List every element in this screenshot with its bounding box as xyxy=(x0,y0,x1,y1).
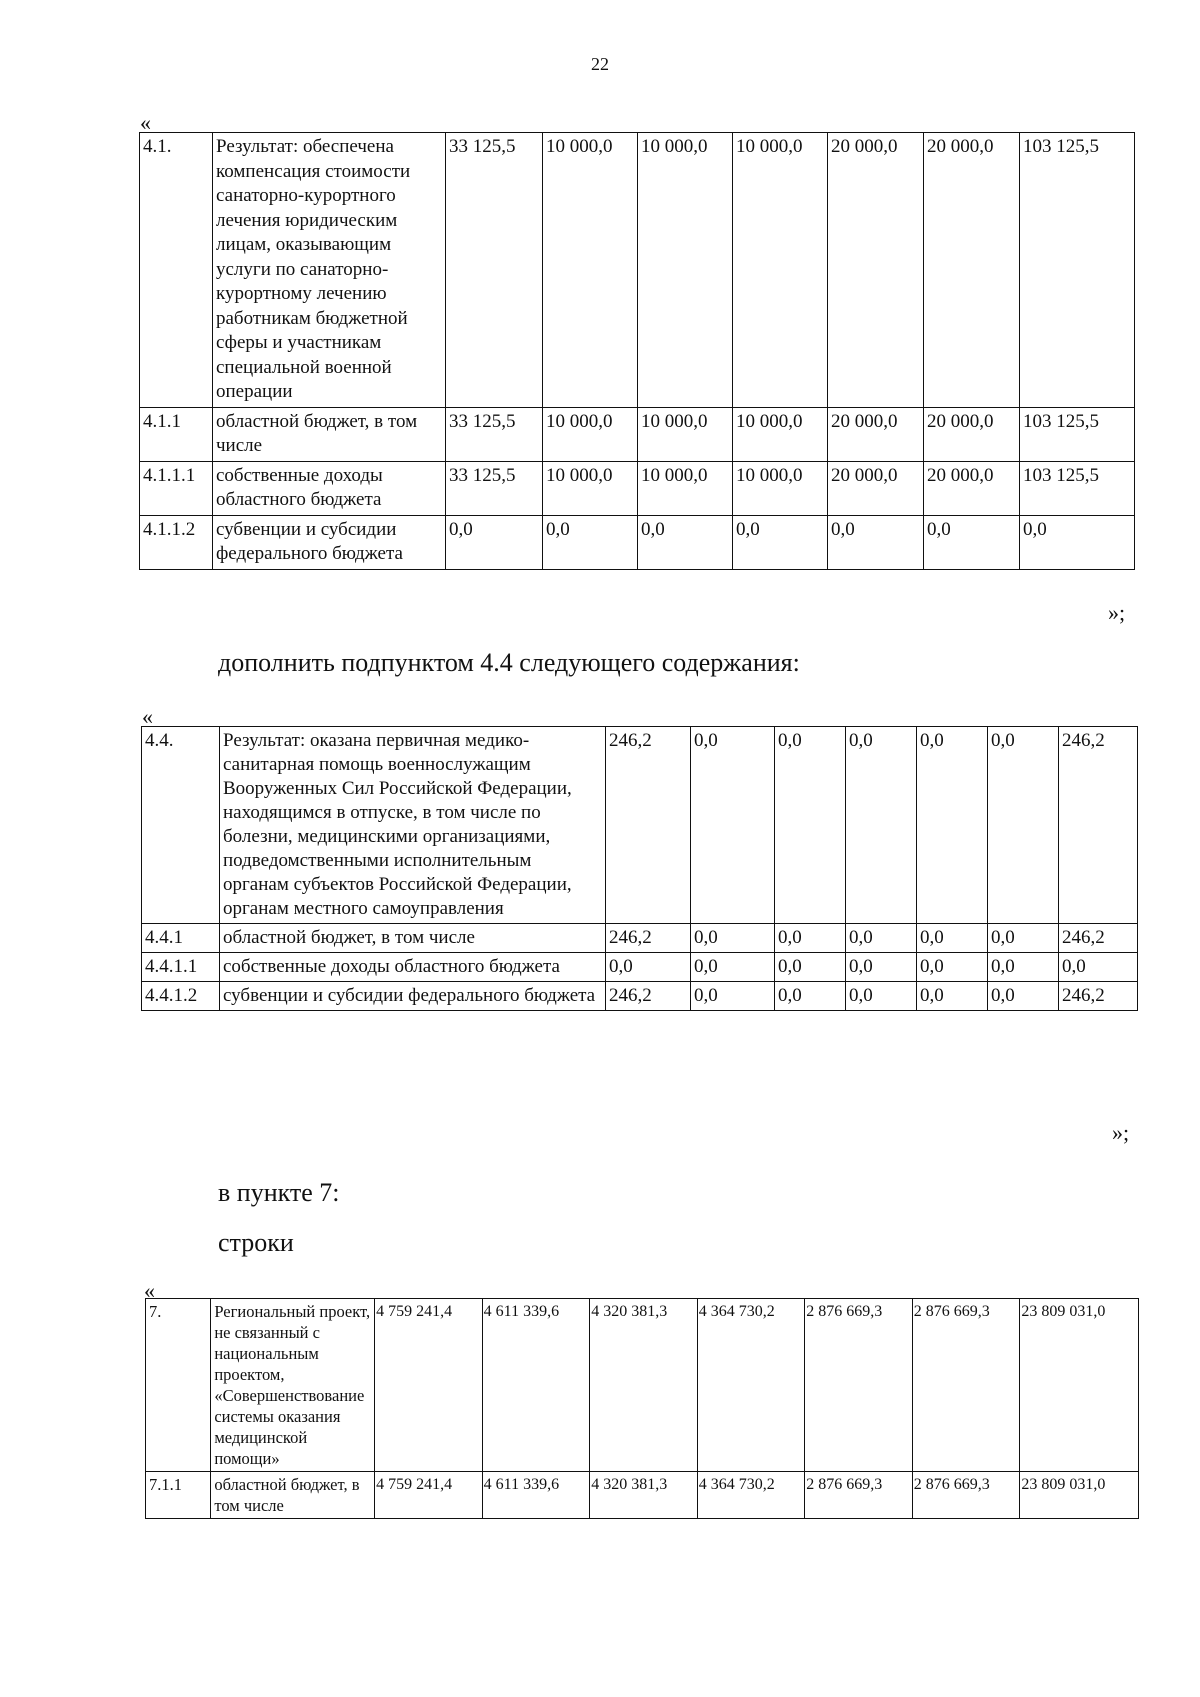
quote-close: »; xyxy=(1108,600,1126,625)
table-4-1 xyxy=(139,132,1135,570)
value-cell: 10 000,0 xyxy=(733,407,828,461)
value-cell: 0,0 xyxy=(775,953,846,982)
row-code: 4.4.1.2 xyxy=(142,982,220,1011)
value-cell: 20 000,0 xyxy=(828,133,924,408)
value-cell: 4 320 381,3 xyxy=(590,1299,698,1472)
value-cell: 246,2 xyxy=(1059,727,1138,924)
value-cell: 0,0 xyxy=(988,924,1059,953)
value-cell: 10 000,0 xyxy=(638,407,733,461)
value-cell: 0,0 xyxy=(775,982,846,1011)
table-row xyxy=(142,727,1138,924)
quote-open: « xyxy=(142,704,153,729)
value-cell: 0,0 xyxy=(606,953,691,982)
table-row xyxy=(142,953,1138,982)
value-cell: 10 000,0 xyxy=(543,407,638,461)
table-row xyxy=(146,1299,1139,1472)
value-cell: 0,0 xyxy=(638,515,733,569)
value-cell: 20 000,0 xyxy=(924,461,1020,515)
instruction-add-4-4: дополнить подпунктом 4.4 следующего содержания: xyxy=(218,648,800,677)
row-name: областной бюджет, в том числе xyxy=(211,1472,375,1519)
row-code: 4.1.1 xyxy=(140,407,213,461)
value-cell: 0,0 xyxy=(846,727,917,924)
value-cell: 23 809 031,0 xyxy=(1020,1299,1139,1472)
value-cell: 103 125,5 xyxy=(1020,407,1135,461)
value-cell: 246,2 xyxy=(606,727,691,924)
instruction-rows: строки xyxy=(218,1228,294,1257)
value-cell: 0,0 xyxy=(733,515,828,569)
value-cell: 0,0 xyxy=(543,515,638,569)
row-name: Результат: оказана первичная медико-санитарная помощь военнослужащим Вооруженных Сил Российской Федерации, находящимся в отпуске, в том числе по болезни, медицинскими организациями, подведомственными исполнительным органам субъектов Российской Федерации, органам местного самоуправления xyxy=(220,727,606,924)
value-cell: 33 125,5 xyxy=(446,407,543,461)
value-cell: 4 364 730,2 xyxy=(697,1472,805,1519)
value-cell: 0,0 xyxy=(917,982,988,1011)
row-name: областной бюджет, в том числе xyxy=(220,924,606,953)
row-name: областной бюджет, в том числе xyxy=(213,407,446,461)
table-row xyxy=(146,1472,1139,1519)
value-cell: 23 809 031,0 xyxy=(1020,1472,1139,1519)
value-cell: 10 000,0 xyxy=(733,133,828,408)
value-cell: 20 000,0 xyxy=(924,133,1020,408)
value-cell: 4 320 381,3 xyxy=(590,1472,698,1519)
table-row xyxy=(140,407,1135,461)
value-cell: 20 000,0 xyxy=(828,407,924,461)
value-cell: 0,0 xyxy=(988,953,1059,982)
value-cell: 0,0 xyxy=(691,953,775,982)
value-cell: 246,2 xyxy=(1059,924,1138,953)
value-cell: 246,2 xyxy=(1059,982,1138,1011)
value-cell: 0,0 xyxy=(691,924,775,953)
value-cell: 4 611 339,6 xyxy=(482,1472,590,1519)
row-code: 7.1.1 xyxy=(146,1472,211,1519)
table-row xyxy=(140,461,1135,515)
page-number: 22 xyxy=(591,54,609,74)
value-cell: 0,0 xyxy=(828,515,924,569)
value-cell: 246,2 xyxy=(606,924,691,953)
value-cell: 0,0 xyxy=(917,727,988,924)
table-row xyxy=(142,924,1138,953)
value-cell: 33 125,5 xyxy=(446,133,543,408)
quote-open: « xyxy=(140,110,151,135)
value-cell: 246,2 xyxy=(606,982,691,1011)
value-cell: 0,0 xyxy=(775,727,846,924)
value-cell: 2 876 669,3 xyxy=(912,1472,1020,1519)
row-name: собственные доходы областного бюджета xyxy=(213,461,446,515)
value-cell: 4 611 339,6 xyxy=(482,1299,590,1472)
value-cell: 10 000,0 xyxy=(733,461,828,515)
table-7 xyxy=(145,1298,1139,1519)
instruction-point-7: в пункте 7: xyxy=(218,1178,340,1207)
table-4-4 xyxy=(141,726,1138,1011)
value-cell: 0,0 xyxy=(917,953,988,982)
value-cell: 4 364 730,2 xyxy=(697,1299,805,1472)
row-name: субвенции и субсидии федерального бюджета xyxy=(220,982,606,1011)
value-cell: 2 876 669,3 xyxy=(805,1299,913,1472)
row-name: Региональный проект, не связанный с национальным проектом, «Совершенствование системы оказания медицинской помощи» xyxy=(211,1299,375,1472)
value-cell: 4 759 241,4 xyxy=(375,1299,483,1472)
table-row xyxy=(142,982,1138,1011)
row-name: Результат: обеспечена компенсация стоимости санаторно-курортного лечения юридическим лицам, оказывающим услуги по санаторно-курортному лечению работникам бюджетной сферы и участникам специальной военной операции xyxy=(213,133,446,408)
value-cell: 2 876 669,3 xyxy=(912,1299,1020,1472)
table-row xyxy=(140,133,1135,408)
value-cell: 0,0 xyxy=(846,982,917,1011)
value-cell: 10 000,0 xyxy=(638,133,733,408)
row-code: 7. xyxy=(146,1299,211,1472)
value-cell: 2 876 669,3 xyxy=(805,1472,913,1519)
quote-close: »; xyxy=(1112,1120,1130,1145)
value-cell: 10 000,0 xyxy=(543,133,638,408)
row-code: 4.4.1 xyxy=(142,924,220,953)
value-cell: 0,0 xyxy=(846,953,917,982)
value-cell: 0,0 xyxy=(924,515,1020,569)
value-cell: 0,0 xyxy=(446,515,543,569)
quote-open: « xyxy=(144,1278,155,1303)
row-name: субвенции и субсидии федерального бюджета xyxy=(213,515,446,569)
row-code: 4.1.1.2 xyxy=(140,515,213,569)
value-cell: 0,0 xyxy=(917,924,988,953)
value-cell: 103 125,5 xyxy=(1020,461,1135,515)
row-code: 4.1. xyxy=(140,133,213,408)
value-cell: 10 000,0 xyxy=(638,461,733,515)
value-cell: 0,0 xyxy=(1020,515,1135,569)
value-cell: 4 759 241,4 xyxy=(375,1472,483,1519)
row-code: 4.1.1.1 xyxy=(140,461,213,515)
row-code: 4.4.1.1 xyxy=(142,953,220,982)
value-cell: 20 000,0 xyxy=(828,461,924,515)
row-name: собственные доходы областного бюджета xyxy=(220,953,606,982)
value-cell: 0,0 xyxy=(1059,953,1138,982)
value-cell: 0,0 xyxy=(691,727,775,924)
row-code: 4.4. xyxy=(142,727,220,924)
value-cell: 33 125,5 xyxy=(446,461,543,515)
table-row xyxy=(140,515,1135,569)
value-cell: 0,0 xyxy=(988,727,1059,924)
value-cell: 103 125,5 xyxy=(1020,133,1135,408)
value-cell: 0,0 xyxy=(775,924,846,953)
value-cell: 0,0 xyxy=(988,982,1059,1011)
value-cell: 0,0 xyxy=(691,982,775,1011)
value-cell: 20 000,0 xyxy=(924,407,1020,461)
value-cell: 10 000,0 xyxy=(543,461,638,515)
value-cell: 0,0 xyxy=(846,924,917,953)
